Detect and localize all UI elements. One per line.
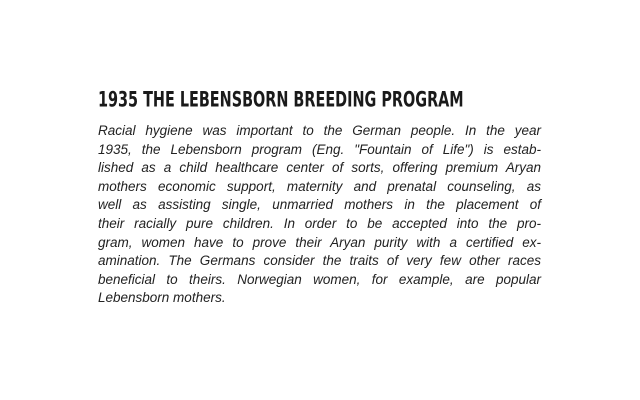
page-title: 1935 THE LEBENSBORN BREEDING PROGRAM: [98, 86, 464, 112]
paragraph-line: mothers economic support, maternity and prenatal counseling, as: [98, 178, 541, 194]
paragraph-line: gram, women have to prove their Aryan purity with a certified ex-: [98, 234, 541, 250]
paragraph-line: their racially pure children. In order to be accepted into the pro-: [98, 215, 541, 231]
paragraph-line: amination. The Germans consider the traits of very few other races: [98, 253, 541, 269]
body-paragraph: [98, 122, 541, 308]
paragraph-line: lished as a child healthcare center of sorts, offering premium Aryan: [98, 160, 541, 176]
paragraph-line: Racial hygiene was important to the German people. In the year: [98, 123, 541, 138]
paragraph-line: beneficial to theirs. Norwegian women, for example, are popular: [98, 271, 541, 287]
paragraph-line: well as assisting single, unmarried mothers in the placement of: [98, 197, 541, 213]
paragraph-line: Lebensborn mothers.: [98, 290, 226, 306]
paragraph-line: 1935, the Lebensborn program (Eng. "Fountain of Life") is estab-: [98, 141, 541, 157]
